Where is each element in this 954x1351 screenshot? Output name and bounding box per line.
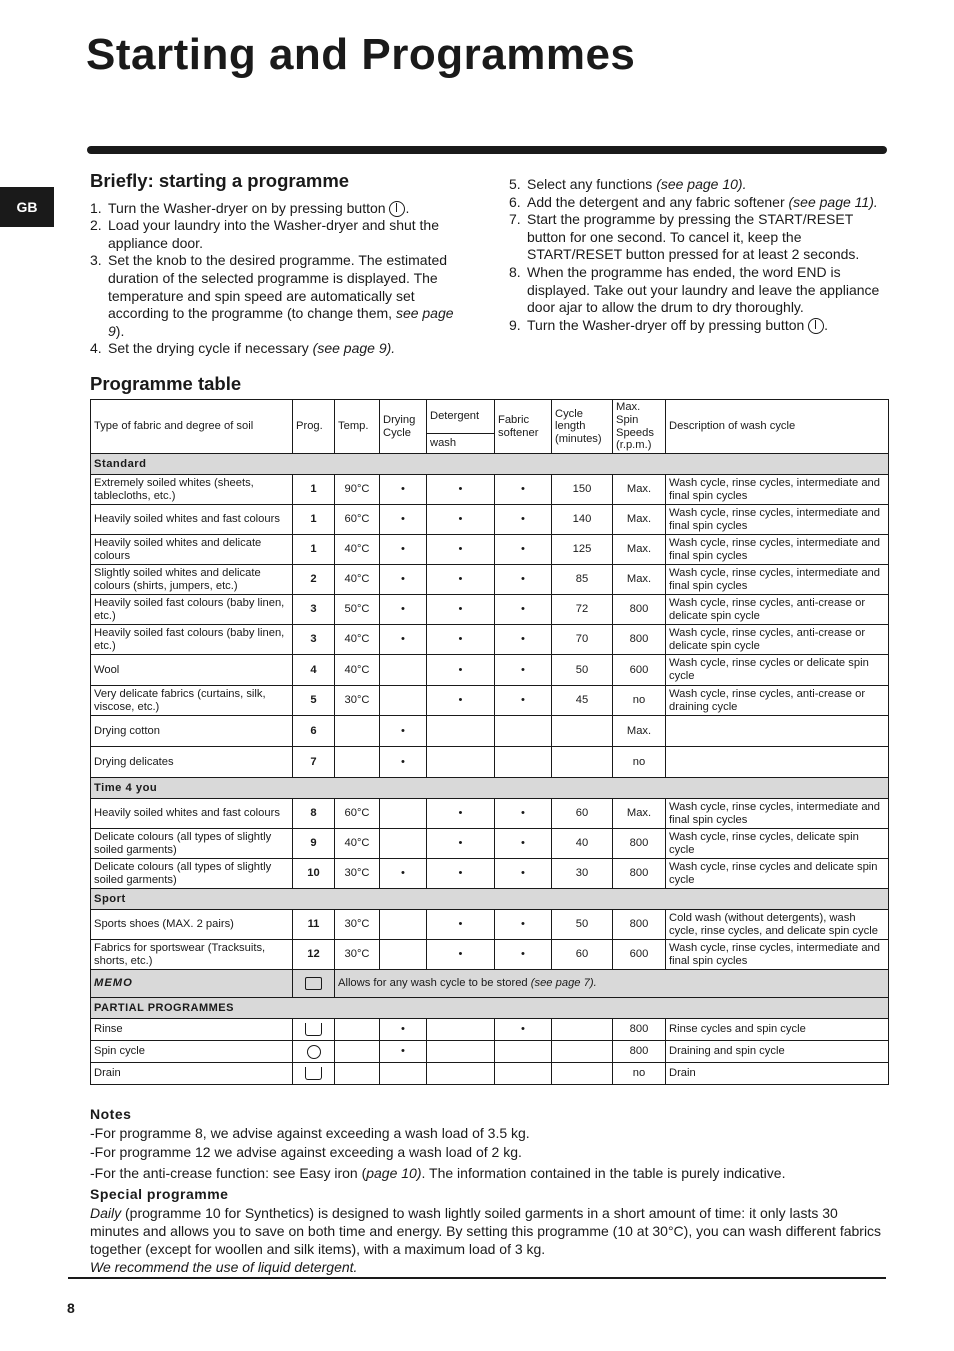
briefly-heading: Briefly: starting a programme xyxy=(90,170,350,191)
step-text: Select any functions xyxy=(527,176,657,192)
prog-cell: 9 xyxy=(293,829,335,859)
prog-cell: 1 xyxy=(293,475,335,505)
step-number: 4. xyxy=(90,340,102,357)
spin-cell: Max. xyxy=(613,535,666,565)
description-cell: Drain xyxy=(666,1063,889,1085)
drying-cell: • xyxy=(380,747,427,778)
step-number: 1. xyxy=(90,199,102,216)
detergent-cell: • xyxy=(427,910,495,940)
programme-table xyxy=(90,399,889,1085)
detergent-cell: • xyxy=(427,535,495,565)
step-item xyxy=(90,217,460,252)
temp-cell: 40°C xyxy=(335,655,380,686)
softener-cell: • xyxy=(495,829,552,859)
step-item xyxy=(509,317,887,335)
detergent-cell xyxy=(427,747,495,778)
briefly-left-column xyxy=(90,172,460,358)
softener-cell: • xyxy=(495,940,552,970)
partial-icon-cell xyxy=(293,1063,335,1085)
header-prog: Prog. xyxy=(293,400,335,454)
note-line-1: -For programme 8, we advise against exceeding a wash load of 3.5 kg. xyxy=(90,1125,530,1141)
softener-cell: • xyxy=(495,686,552,716)
drying-cell xyxy=(380,799,427,829)
spin-cell: 800 xyxy=(613,829,666,859)
softener-cell: • xyxy=(495,505,552,535)
special-heading: Special programme xyxy=(90,1186,229,1202)
detergent-cell: • xyxy=(427,625,495,655)
partial-row xyxy=(91,1019,889,1041)
fabric-cell: Spin cycle xyxy=(91,1041,293,1063)
fabric-cell: Heavily soiled fast colours (baby linen, etc.) xyxy=(91,625,293,655)
spin-cell: no xyxy=(613,747,666,778)
drying-cell: • xyxy=(380,475,427,505)
fabric-cell: Extremely soiled whites (sheets, tablecloths, etc.) xyxy=(91,475,293,505)
softener-cell: • xyxy=(495,859,552,889)
length-cell xyxy=(552,716,613,747)
drying-cell: • xyxy=(380,859,427,889)
drying-cell xyxy=(380,1063,427,1085)
header-length: Cycle length (minutes) xyxy=(552,400,613,454)
fabric-cell: Rinse xyxy=(91,1019,293,1041)
prog-cell: 11 xyxy=(293,910,335,940)
step-tail: . xyxy=(405,199,410,216)
prog-cell: 3 xyxy=(293,625,335,655)
language-tab: GB xyxy=(0,187,54,227)
step-item xyxy=(90,200,460,218)
fabric-cell: Fabrics for sportswear (Tracksuits, shorts, etc.) xyxy=(91,940,293,970)
header-softener: Fabric softener xyxy=(495,400,552,454)
table-row xyxy=(91,799,889,829)
fabric-cell: Drying delicates xyxy=(91,747,293,778)
header-detergent: Detergent xyxy=(427,400,495,434)
drying-cell: • xyxy=(380,565,427,595)
step-text: Add the detergent and any fabric softener xyxy=(527,193,789,210)
description-cell xyxy=(666,716,889,747)
temp-cell: 40°C xyxy=(335,829,380,859)
detergent-cell: • xyxy=(427,799,495,829)
length-cell: 85 xyxy=(552,565,613,595)
drying-cell: • xyxy=(380,595,427,625)
table-row xyxy=(91,859,889,889)
description-cell: Wash cycle, rinse cycles and delicate spin cycle xyxy=(666,859,889,889)
softener-cell: • xyxy=(495,799,552,829)
prog-cell: 10 xyxy=(293,859,335,889)
drying-cell: • xyxy=(380,625,427,655)
fabric-cell: Drain xyxy=(91,1063,293,1085)
step-text: Set the knob to the desired programme. The estimated duration of the selected programme is displayed. The temperature and spin speed are automatically set according to the programme (to change them, xyxy=(108,252,448,322)
detergent-cell: • xyxy=(427,859,495,889)
length-cell: 150 xyxy=(552,475,613,505)
step-ref: (see page 10). xyxy=(656,176,747,192)
description-cell: Wash cycle, rinse cycles, anti-crease or delicate spin cycle xyxy=(666,625,889,655)
drying-cell xyxy=(380,655,427,686)
length-cell: 72 xyxy=(552,595,613,625)
memo-text-cell xyxy=(335,970,889,998)
note-line-3-b: . The information contained in the table is purely indicative. xyxy=(421,1165,786,1181)
memo-icon-cell xyxy=(293,970,335,998)
temp-cell: 40°C xyxy=(335,535,380,565)
table-row xyxy=(91,535,889,565)
section-row xyxy=(91,889,889,910)
step-text: Start the programme by pressing the START/RESET button for one second. To cancel it, keep the START/RESET button pressed for at least 2 seconds. xyxy=(527,211,860,263)
memo-row xyxy=(91,970,889,998)
temp-cell: 30°C xyxy=(335,686,380,716)
drying-cell: • xyxy=(380,1041,427,1063)
spin-cell: 800 xyxy=(613,910,666,940)
partial-icon-cell xyxy=(293,1019,335,1041)
softener-cell: • xyxy=(495,625,552,655)
table-row xyxy=(91,505,889,535)
section-row xyxy=(91,778,889,799)
page-number: 8 xyxy=(67,1300,75,1316)
prog-cell: 5 xyxy=(293,686,335,716)
fabric-cell: Sports shoes (MAX. 2 pairs) xyxy=(91,910,293,940)
step-text: Set the drying cycle if necessary xyxy=(108,340,313,357)
fabric-cell: Heavily soiled whites and fast colours xyxy=(91,799,293,829)
softener-cell: • xyxy=(495,1019,552,1041)
length-cell: 60 xyxy=(552,799,613,829)
drying-cell xyxy=(380,940,427,970)
description-cell: Wash cycle, rinse cycles, intermediate and final spin cycles xyxy=(666,505,889,535)
fabric-cell: Heavily soiled whites and fast colours xyxy=(91,505,293,535)
table-row xyxy=(91,625,889,655)
prog-cell: 3 xyxy=(293,595,335,625)
spin-cell: 800 xyxy=(613,859,666,889)
partial-icon-cell xyxy=(293,1041,335,1063)
step-text: Turn the Washer-dryer on by pressing button xyxy=(108,199,386,216)
header-drying: Drying Cycle xyxy=(380,400,427,454)
temp-cell: 30°C xyxy=(335,940,380,970)
fabric-cell: Wool xyxy=(91,655,293,686)
prog-cell: 7 xyxy=(293,747,335,778)
step-item xyxy=(509,264,887,317)
prog-cell: 1 xyxy=(293,505,335,535)
table-row xyxy=(91,940,889,970)
detergent-cell: • xyxy=(427,505,495,535)
title-rule xyxy=(87,146,887,154)
step-text: When the programme has ended, the word END is displayed. Take out your laundry and leave the appliance door ajar to allow the drum to dry thoroughly. xyxy=(527,263,880,316)
header-wash: wash xyxy=(427,434,495,454)
temp-cell: 40°C xyxy=(335,625,380,655)
table-row xyxy=(91,686,889,716)
fabric-cell: Heavily soiled fast colours (baby linen, etc.) xyxy=(91,595,293,625)
table-row xyxy=(91,475,889,505)
notes-block xyxy=(90,1105,890,1277)
note-line-3 xyxy=(90,1164,890,1183)
softener-cell: • xyxy=(495,475,552,505)
note-line-3-ref: page 10) xyxy=(366,1165,422,1181)
prog-cell: 1 xyxy=(293,535,335,565)
section-label: PARTIAL PROGRAMMES xyxy=(91,998,889,1019)
description-cell: Wash cycle, rinse cycles, anti-crease or draining cycle xyxy=(666,686,889,716)
length-cell xyxy=(552,747,613,778)
section-row xyxy=(91,454,889,475)
temp-cell: 50°C xyxy=(335,595,380,625)
length-cell: 60 xyxy=(552,940,613,970)
header-description: Description of wash cycle xyxy=(666,400,889,454)
fabric-cell: Delicate colours (all types of slightly soiled garments) xyxy=(91,859,293,889)
detergent-cell xyxy=(427,1041,495,1063)
step-tail: . xyxy=(824,316,829,333)
detergent-cell: • xyxy=(427,565,495,595)
length-cell: 50 xyxy=(552,655,613,686)
bottom-rule xyxy=(68,1277,886,1279)
step-item xyxy=(90,340,460,358)
spin-cell: 800 xyxy=(613,1019,666,1041)
softener-cell xyxy=(495,1063,552,1085)
partial-row xyxy=(91,1041,889,1063)
temp-cell xyxy=(335,1019,380,1041)
table-row xyxy=(91,747,889,778)
step-number: 6. xyxy=(509,193,521,210)
temp-cell xyxy=(335,1041,380,1063)
description-cell xyxy=(666,747,889,778)
spin-cell: 600 xyxy=(613,655,666,686)
spin-cell: Max. xyxy=(613,565,666,595)
spin-cell: 800 xyxy=(613,1041,666,1063)
spin-cell: 800 xyxy=(613,625,666,655)
fabric-cell: Drying cotton xyxy=(91,716,293,747)
drying-cell: • xyxy=(380,1019,427,1041)
prog-cell: 4 xyxy=(293,655,335,686)
length-cell xyxy=(552,1063,613,1085)
description-cell: Wash cycle, rinse cycles, anti-crease or delicate spin cycle xyxy=(666,595,889,625)
detergent-cell: • xyxy=(427,655,495,686)
spin-cell: 800 xyxy=(613,595,666,625)
power-button-icon xyxy=(389,201,405,217)
description-cell: Wash cycle, rinse cycles, intermediate and final spin cycles xyxy=(666,475,889,505)
step-ref: (see page 9). xyxy=(312,340,396,357)
length-cell: 140 xyxy=(552,505,613,535)
step-item xyxy=(509,211,887,264)
special-body: (programme 10 for Synthetics) is designed to wash lightly soiled garments in a short amount of time: it only lasts 30 minutes and allows you to save on both time and energy. By setting this programme (10 at 30°C), you can wash different fabrics together (except for woollen and silk items), with a maximum load of 3 kg. xyxy=(90,1205,882,1257)
step-number: 5. xyxy=(509,176,521,192)
detergent-cell: • xyxy=(427,940,495,970)
section-label: Standard xyxy=(91,454,889,475)
length-cell: 50 xyxy=(552,910,613,940)
step-item xyxy=(90,252,460,340)
drying-cell: • xyxy=(380,716,427,747)
softener-cell: • xyxy=(495,535,552,565)
spin-cell: Max. xyxy=(613,505,666,535)
temp-cell xyxy=(335,716,380,747)
note-line-2: -For programme 12 we advise against exceeding a wash load of 2 kg. xyxy=(90,1144,522,1160)
step-number: 8. xyxy=(509,263,521,280)
description-cell: Wash cycle, rinse cycles, intermediate and final spin cycles xyxy=(666,799,889,829)
softener-cell: • xyxy=(495,910,552,940)
table-row xyxy=(91,655,889,686)
section-label: Sport xyxy=(91,889,889,910)
softener-cell xyxy=(495,716,552,747)
memo-icon xyxy=(305,977,322,990)
step-ref: (see page 11). xyxy=(788,193,878,210)
prog-cell: 8 xyxy=(293,799,335,829)
spin-cell: no xyxy=(613,1063,666,1085)
temp-cell: 30°C xyxy=(335,910,380,940)
drying-cell xyxy=(380,829,427,859)
spin-cell: 600 xyxy=(613,940,666,970)
detergent-cell xyxy=(427,716,495,747)
length-cell xyxy=(552,1041,613,1063)
description-cell: Wash cycle, rinse cycles, intermediate and final spin cycles xyxy=(666,940,889,970)
step-number: 7. xyxy=(509,211,521,228)
drying-cell xyxy=(380,910,427,940)
description-cell: Draining and spin cycle xyxy=(666,1041,889,1063)
length-cell: 70 xyxy=(552,625,613,655)
length-cell: 45 xyxy=(552,686,613,716)
detergent-cell: • xyxy=(427,686,495,716)
spin-icon xyxy=(307,1045,321,1059)
page-title: Starting and Programmes xyxy=(86,30,636,79)
table-row xyxy=(91,595,889,625)
table-row xyxy=(91,716,889,747)
length-cell: 125 xyxy=(552,535,613,565)
drain-icon xyxy=(305,1067,322,1080)
spin-cell: no xyxy=(613,686,666,716)
length-cell xyxy=(552,1019,613,1041)
description-cell: Wash cycle, rinse cycles, intermediate and final spin cycles xyxy=(666,565,889,595)
fabric-cell: Slightly soiled whites and delicate colours (shirts, jumpers, etc.) xyxy=(91,565,293,595)
spin-cell: Max. xyxy=(613,799,666,829)
detergent-cell xyxy=(427,1063,495,1085)
prog-cell: 2 xyxy=(293,565,335,595)
description-cell: Wash cycle, rinse cycles or delicate spin cycle xyxy=(666,655,889,686)
step-item xyxy=(509,176,887,194)
header-temp: Temp. xyxy=(335,400,380,454)
memo-label: MEMO xyxy=(91,970,293,998)
detergent-cell: • xyxy=(427,829,495,859)
header-fabric: Type of fabric and degree of soil xyxy=(91,400,293,454)
table-row xyxy=(91,910,889,940)
step-number: 9. xyxy=(509,316,521,333)
temp-cell xyxy=(335,747,380,778)
header-spin: Max. Spin Speeds (r.p.m.) xyxy=(613,400,666,454)
table-row xyxy=(91,565,889,595)
table-row xyxy=(91,829,889,859)
prog-cell: 6 xyxy=(293,716,335,747)
memo-text: Allows for any wash cycle to be stored xyxy=(338,977,528,990)
step-item xyxy=(509,194,887,212)
prog-cell: 12 xyxy=(293,940,335,970)
fabric-cell: Heavily soiled whites and delicate colours xyxy=(91,535,293,565)
recommend-text xyxy=(90,1258,890,1277)
fabric-cell: Delicate colours (all types of slightly soiled garments) xyxy=(91,829,293,859)
temp-cell: 60°C xyxy=(335,799,380,829)
briefly-right-column xyxy=(509,176,887,334)
step-text: Turn the Washer-dryer off by pressing button xyxy=(527,316,805,333)
drying-cell: • xyxy=(380,505,427,535)
steps-list-left xyxy=(90,200,460,358)
description-cell: Rinse cycles and spin cycle xyxy=(666,1019,889,1041)
spin-cell: Max. xyxy=(613,716,666,747)
special-text xyxy=(90,1204,890,1258)
detergent-cell xyxy=(427,1019,495,1041)
fabric-cell: Very delicate fabrics (curtains, silk, viscose, etc.) xyxy=(91,686,293,716)
partial-section-row xyxy=(91,998,889,1019)
steps-list-right xyxy=(509,176,887,334)
softener-cell xyxy=(495,1041,552,1063)
drying-cell: • xyxy=(380,535,427,565)
notes-heading: Notes xyxy=(90,1106,132,1122)
temp-cell: 40°C xyxy=(335,565,380,595)
partial-row xyxy=(91,1063,889,1085)
rinse-icon xyxy=(305,1023,322,1036)
length-cell: 40 xyxy=(552,829,613,859)
section-label: Time 4 you xyxy=(91,778,889,799)
memo-ref: (see page 7). xyxy=(530,977,597,990)
spin-cell: Max. xyxy=(613,475,666,505)
step-ref: see page 9 xyxy=(108,305,454,339)
length-cell: 30 xyxy=(552,859,613,889)
softener-cell: • xyxy=(495,655,552,686)
recommend-italic: We recommend the use of liquid detergent. xyxy=(90,1259,358,1275)
detergent-cell: • xyxy=(427,595,495,625)
description-cell: Wash cycle, rinse cycles, delicate spin cycle xyxy=(666,829,889,859)
temp-cell: 30°C xyxy=(335,859,380,889)
description-cell: Cold wash (without detergents), wash cycle, rinse cycles, and delicate spin cycle xyxy=(666,910,889,940)
power-button-icon xyxy=(808,318,824,334)
detergent-cell: • xyxy=(427,475,495,505)
step-tail: ). xyxy=(115,322,125,339)
softener-cell xyxy=(495,747,552,778)
softener-cell: • xyxy=(495,595,552,625)
note-line-3-a: -For the anti-crease function: see Easy iron ( xyxy=(90,1165,367,1181)
drying-cell xyxy=(380,686,427,716)
temp-cell xyxy=(335,1063,380,1085)
programme-table-title: Programme table xyxy=(90,373,242,394)
temp-cell: 60°C xyxy=(335,505,380,535)
special-italic: Daily xyxy=(90,1205,122,1221)
step-text: Load your laundry into the Washer-dryer and shut the appliance door. xyxy=(108,217,440,251)
description-cell: Wash cycle, rinse cycles, intermediate and final spin cycles xyxy=(666,535,889,565)
step-number: 2. xyxy=(90,217,102,234)
softener-cell: • xyxy=(495,565,552,595)
step-number: 3. xyxy=(90,252,102,269)
temp-cell: 90°C xyxy=(335,475,380,505)
